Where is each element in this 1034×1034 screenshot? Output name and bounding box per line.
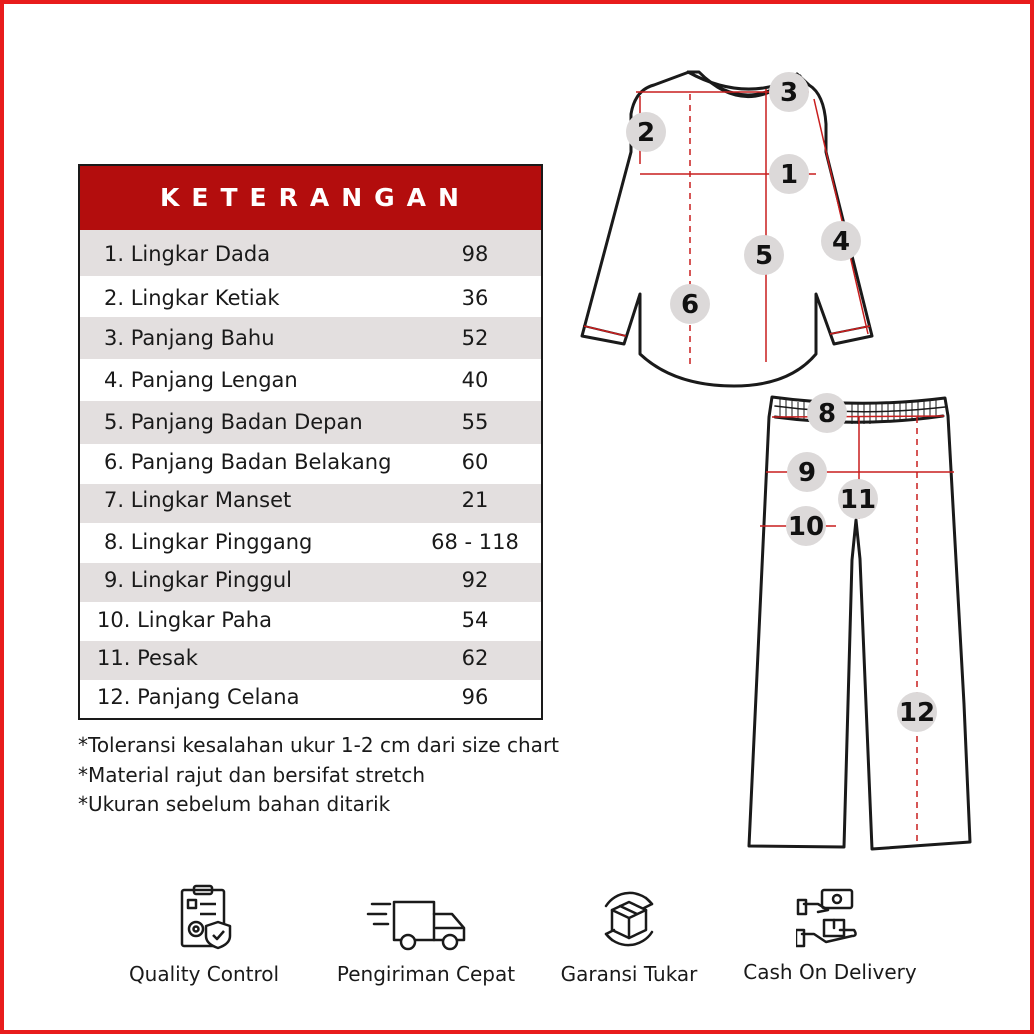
row-value: 96	[461, 685, 489, 709]
marker-10	[786, 506, 826, 546]
feature-fast-delivery	[324, 884, 528, 1004]
row-label: 4. Panjang Lengan	[104, 368, 298, 392]
garment-diagram	[564, 54, 994, 864]
row-label: 9. Lingkar Pinggul	[104, 568, 293, 592]
table-row	[80, 484, 541, 523]
row-label: 11. Pesak	[97, 646, 198, 670]
row-value: 52	[461, 326, 489, 350]
svg-text:1: 1	[779, 160, 799, 190]
row-label: 3. Panjang Bahu	[104, 326, 275, 350]
table-row	[80, 563, 541, 602]
row-value: 98	[461, 242, 489, 266]
svg-text:11: 11	[839, 485, 877, 515]
marker-8	[807, 393, 847, 433]
row-label: 8. Lingkar Pinggang	[104, 530, 313, 554]
table-row	[80, 602, 541, 641]
table-row	[80, 523, 541, 563]
svg-text:6: 6	[680, 290, 700, 320]
row-value: 92	[461, 568, 489, 592]
table-row	[80, 317, 541, 359]
feature-label: Garansi Tukar	[560, 962, 698, 986]
marker-9	[787, 452, 827, 492]
table-row	[80, 276, 541, 317]
table-title: KETERANGAN	[80, 166, 541, 232]
table-row	[80, 359, 541, 401]
table-row	[80, 230, 541, 276]
table-row	[80, 444, 541, 484]
table-row	[80, 680, 541, 718]
feature-cash-on-delivery	[732, 884, 928, 1004]
svg-text:10: 10	[787, 512, 825, 542]
row-label: 5. Panjang Badan Depan	[104, 410, 363, 434]
row-label: 2. Lingkar Ketiak	[104, 286, 280, 310]
row-label: 1. Lingkar Dada	[104, 242, 271, 266]
svg-text:4: 4	[831, 227, 851, 257]
row-value: 60	[461, 450, 489, 474]
feature-exchange-warranty	[549, 884, 709, 1004]
hand-money-box-icon	[796, 884, 866, 954]
feature-quality-control	[114, 884, 294, 1004]
feature-label: Cash On Delivery	[743, 960, 917, 984]
row-value: 62	[461, 646, 489, 670]
row-value: 36	[461, 286, 489, 310]
marker-12	[897, 692, 937, 732]
note-tolerance: *Toleransi kesalahan ukur 1-2 cm dari size chart	[78, 733, 560, 757]
box-exchange-icon	[594, 884, 664, 954]
svg-text:9: 9	[797, 458, 817, 488]
note-material: *Material rajut dan bersifat stretch	[78, 762, 426, 787]
svg-text:5: 5	[754, 241, 774, 271]
row-value: 21	[461, 488, 489, 512]
svg-text:12: 12	[898, 698, 936, 728]
table-row	[80, 401, 541, 444]
marker-11	[838, 479, 878, 519]
row-value: 55	[461, 410, 489, 434]
svg-text:2: 2	[636, 118, 656, 148]
feature-label: Pengiriman Cepat	[336, 962, 516, 986]
svg-text:8: 8	[817, 399, 837, 429]
row-value: 54	[461, 608, 489, 632]
marker-6	[670, 284, 710, 324]
size-table	[78, 164, 543, 720]
row-label: 10. Lingkar Paha	[97, 608, 272, 632]
row-label: 7. Lingkar Manset	[104, 488, 292, 512]
svg-text:3: 3	[779, 78, 799, 108]
row-label: 12. Panjang Celana	[97, 685, 300, 709]
note-fabric: *Ukuran sebelum bahan ditarik	[78, 792, 391, 816]
row-value: 68 - 118	[431, 530, 519, 554]
marker-4	[821, 221, 861, 261]
feature-label: Quality Control	[128, 962, 280, 986]
marker-2	[626, 112, 666, 152]
row-value: 40	[461, 368, 489, 392]
marker-5	[744, 235, 784, 275]
notes	[78, 731, 559, 820]
row-label: 6. Panjang Badan Belakang	[104, 450, 392, 474]
marker-1	[769, 154, 809, 194]
marker-3	[769, 72, 809, 112]
measurement-lines	[584, 89, 954, 844]
fast-delivery-truck-icon	[366, 896, 470, 956]
clipboard-gear-shield-icon	[174, 884, 244, 954]
table-row	[80, 641, 541, 680]
